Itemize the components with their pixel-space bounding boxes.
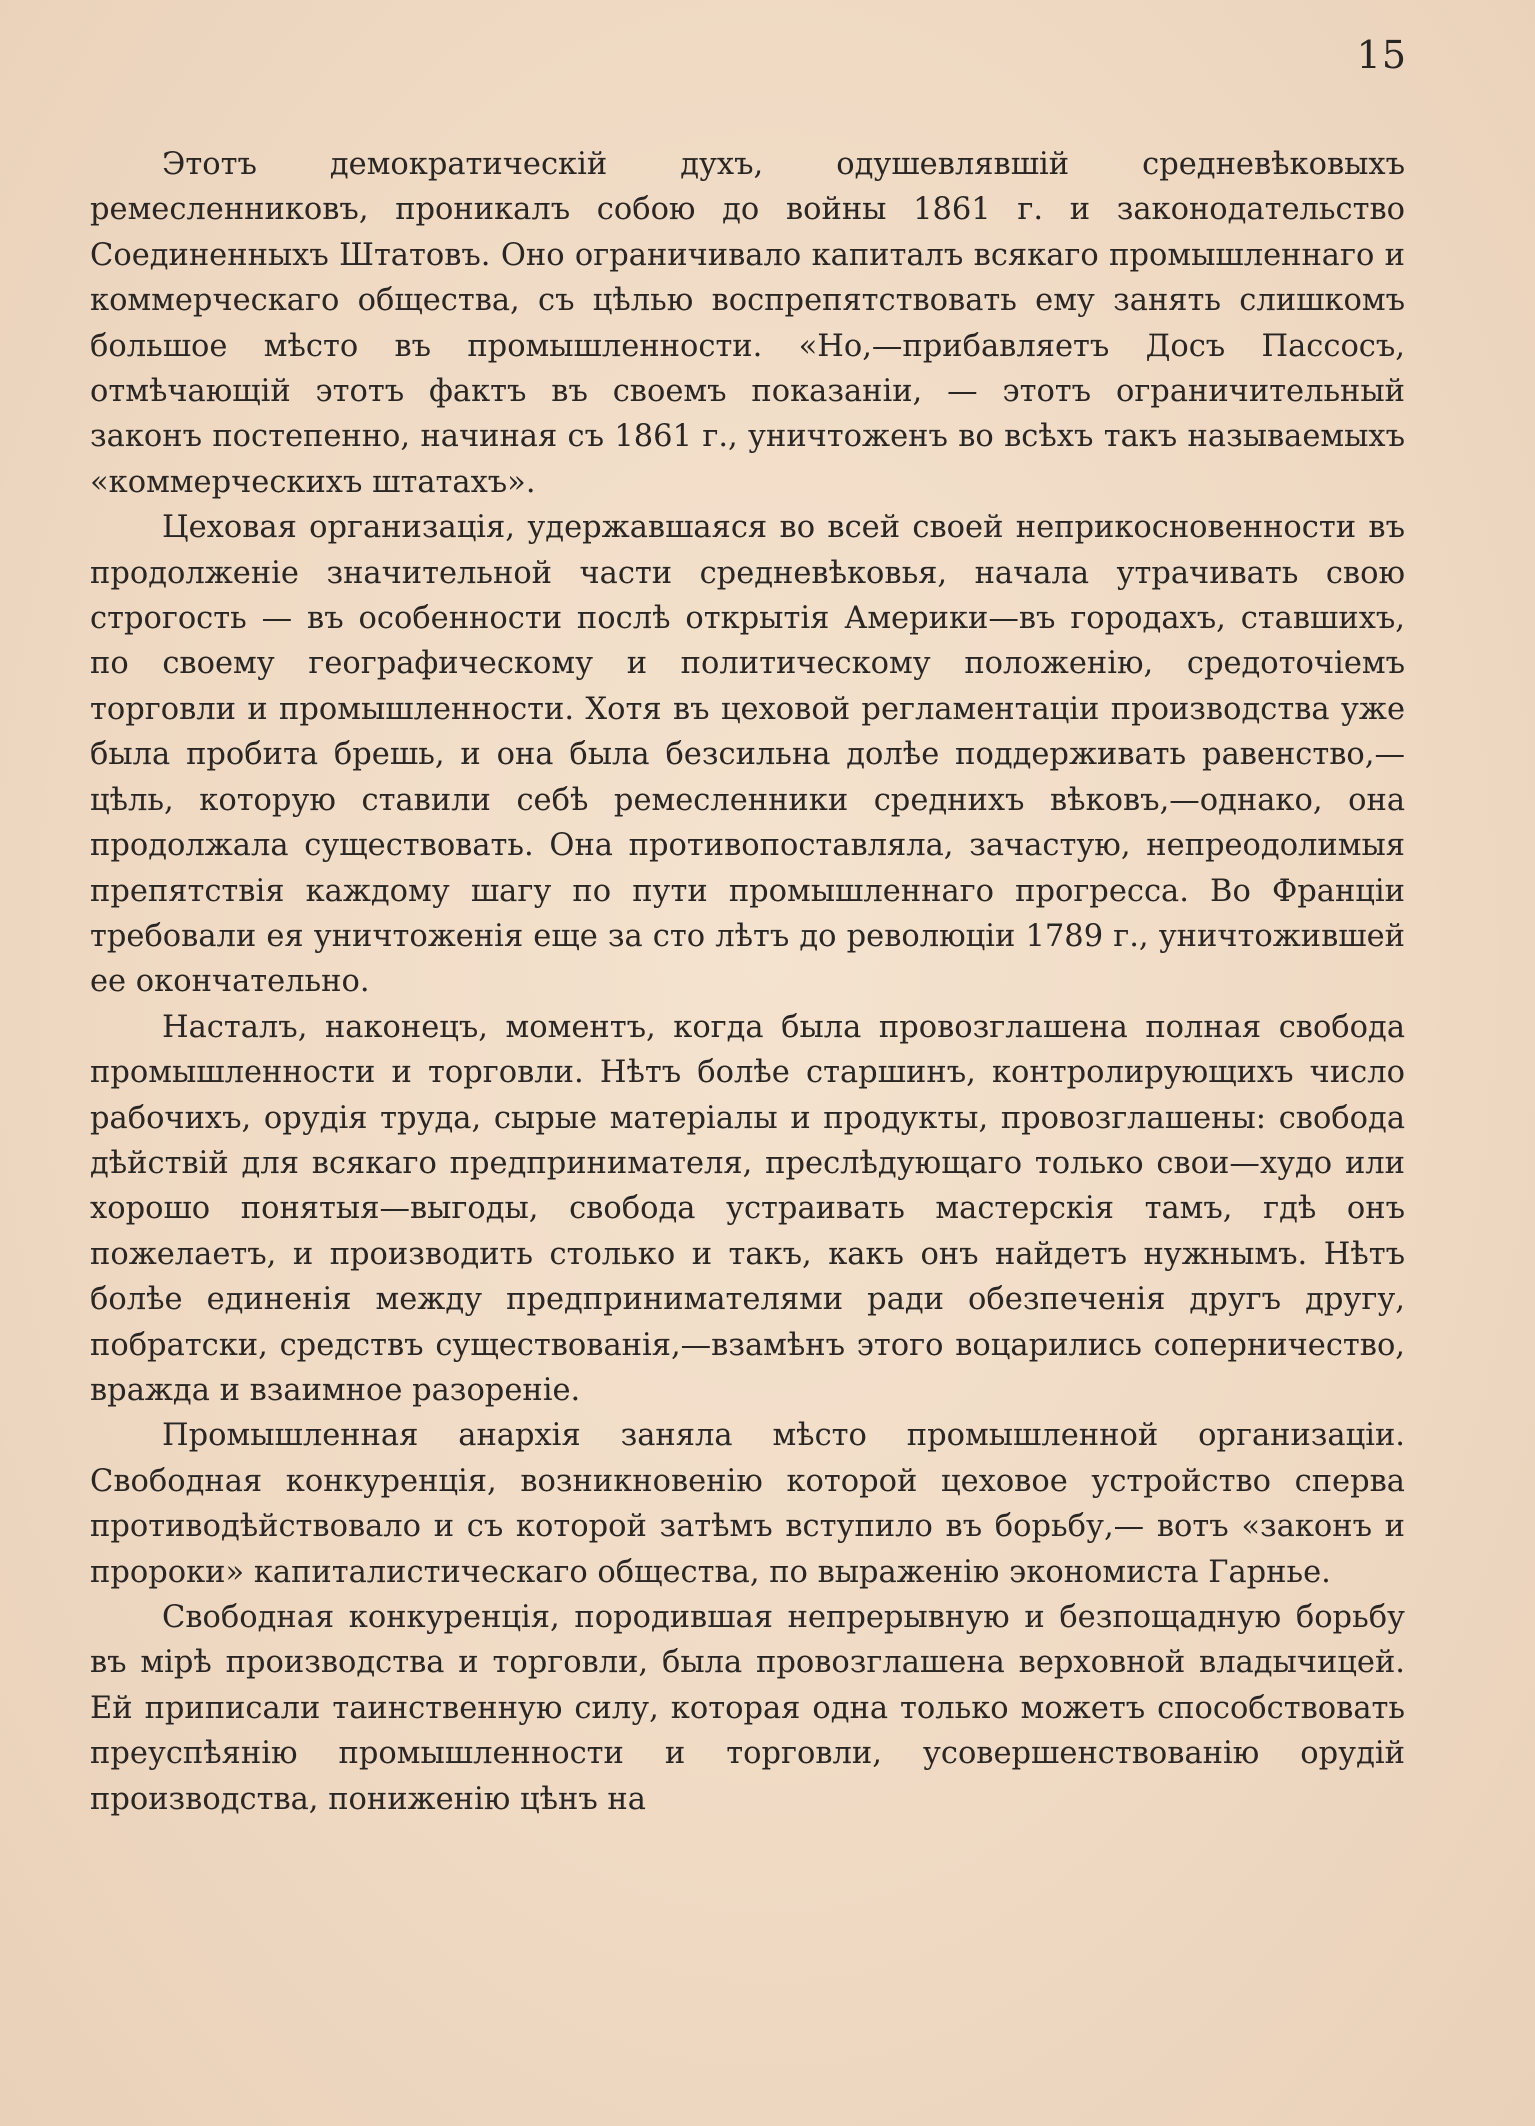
paragraph-4: Промышленная анархія заняла мѣсто промышленной организаціи. Свободная конкуренція, возникновенію которой цеховое устройство сперва противодѣйствовало и съ которой затѣмъ вступило въ борьбу,— вотъ «законъ и пророки» капиталистическаго общества, по выраженію экономиста Гарнье. — [90, 1418, 1405, 1590]
paragraph-5: Свободная конкуренція, породившая непрерывную и безпощадную борьбу въ мірѣ производства и торговли, была провозглашена верховной владычицей. Ей приписали таинственную силу, которая одна только можетъ способствовать преуспѣянію промышленности и торговли, усовершенствованію орудій производства, пониженію цѣнъ на — [90, 1600, 1405, 1817]
body-text — [90, 142, 1405, 1822]
paragraph-1: Этотъ демократическій духъ, одушевлявшій средневѣковыхъ ремесленниковъ, проникалъ собою до войны 1861 г. и законодательство Соединенныхъ Штатовъ. Оно ограничивало капиталъ всякаго промышленнаго и коммерческаго общества, съ цѣлью воспрепятствовать ему занять слишкомъ большое мѣсто въ промышленности. «Но,—прибавляетъ Досъ Пассосъ, отмѣчающій этотъ фактъ въ своемъ показаніи, — этотъ ограничительный законъ постепенно, начиная съ 1861 г., уничтоженъ во всѣхъ такъ называемыхъ «коммерческихъ штатахъ». — [90, 147, 1405, 500]
page-number: 15 — [1356, 33, 1407, 77]
paragraph-2: Цеховая организація, удержавшаяся во всей своей неприкосновенности въ продолженіе значительной части средневѣковья, начала утрачивать свою строгость — въ особенности послѣ открытія Америки—въ городахъ, ставшихъ, по своему географическому и политическому положенію, средоточіемъ торговли и промышленности. Хотя въ цеховой регламентаціи производства уже была пробита брешь, и она была безсильна долѣе поддерживать равенство,—цѣль, которую ставили себѣ ремесленники среднихъ вѣковъ,—однако, она продолжала существовать. Она противопоставляла, зачастую, непреодолимыя препятствія каждому шагу по пути промышленнаго прогресса. Во Франціи требовали ея уничтоженія еще за сто лѣтъ до революціи 1789 г., уничтожившей ее окончательно. — [90, 510, 1405, 1000]
paragraph-3: Насталъ, наконецъ, моментъ, когда была провозглашена полная свобода промышленности и торговли. Нѣтъ болѣе старшинъ, контролирующихъ число рабочихъ, орудія труда, сырые матеріалы и продукты, провозглашены: свобода дѣйствій для всякаго предпринимателя, преслѣдующаго только свои—худо или хорошо понятыя—выгоды, свобода устраивать мастерскія тамъ, гдѣ онъ пожелаетъ, и производить столько и такъ, какъ онъ найдетъ нужнымъ. Нѣтъ болѣе единенія между предпринимателями ради обезпеченія другъ другу, побратски, средствъ существованія,—взамѣнъ этого воцарились соперничество, вражда и взаимное разореніе. — [90, 1009, 1405, 1408]
